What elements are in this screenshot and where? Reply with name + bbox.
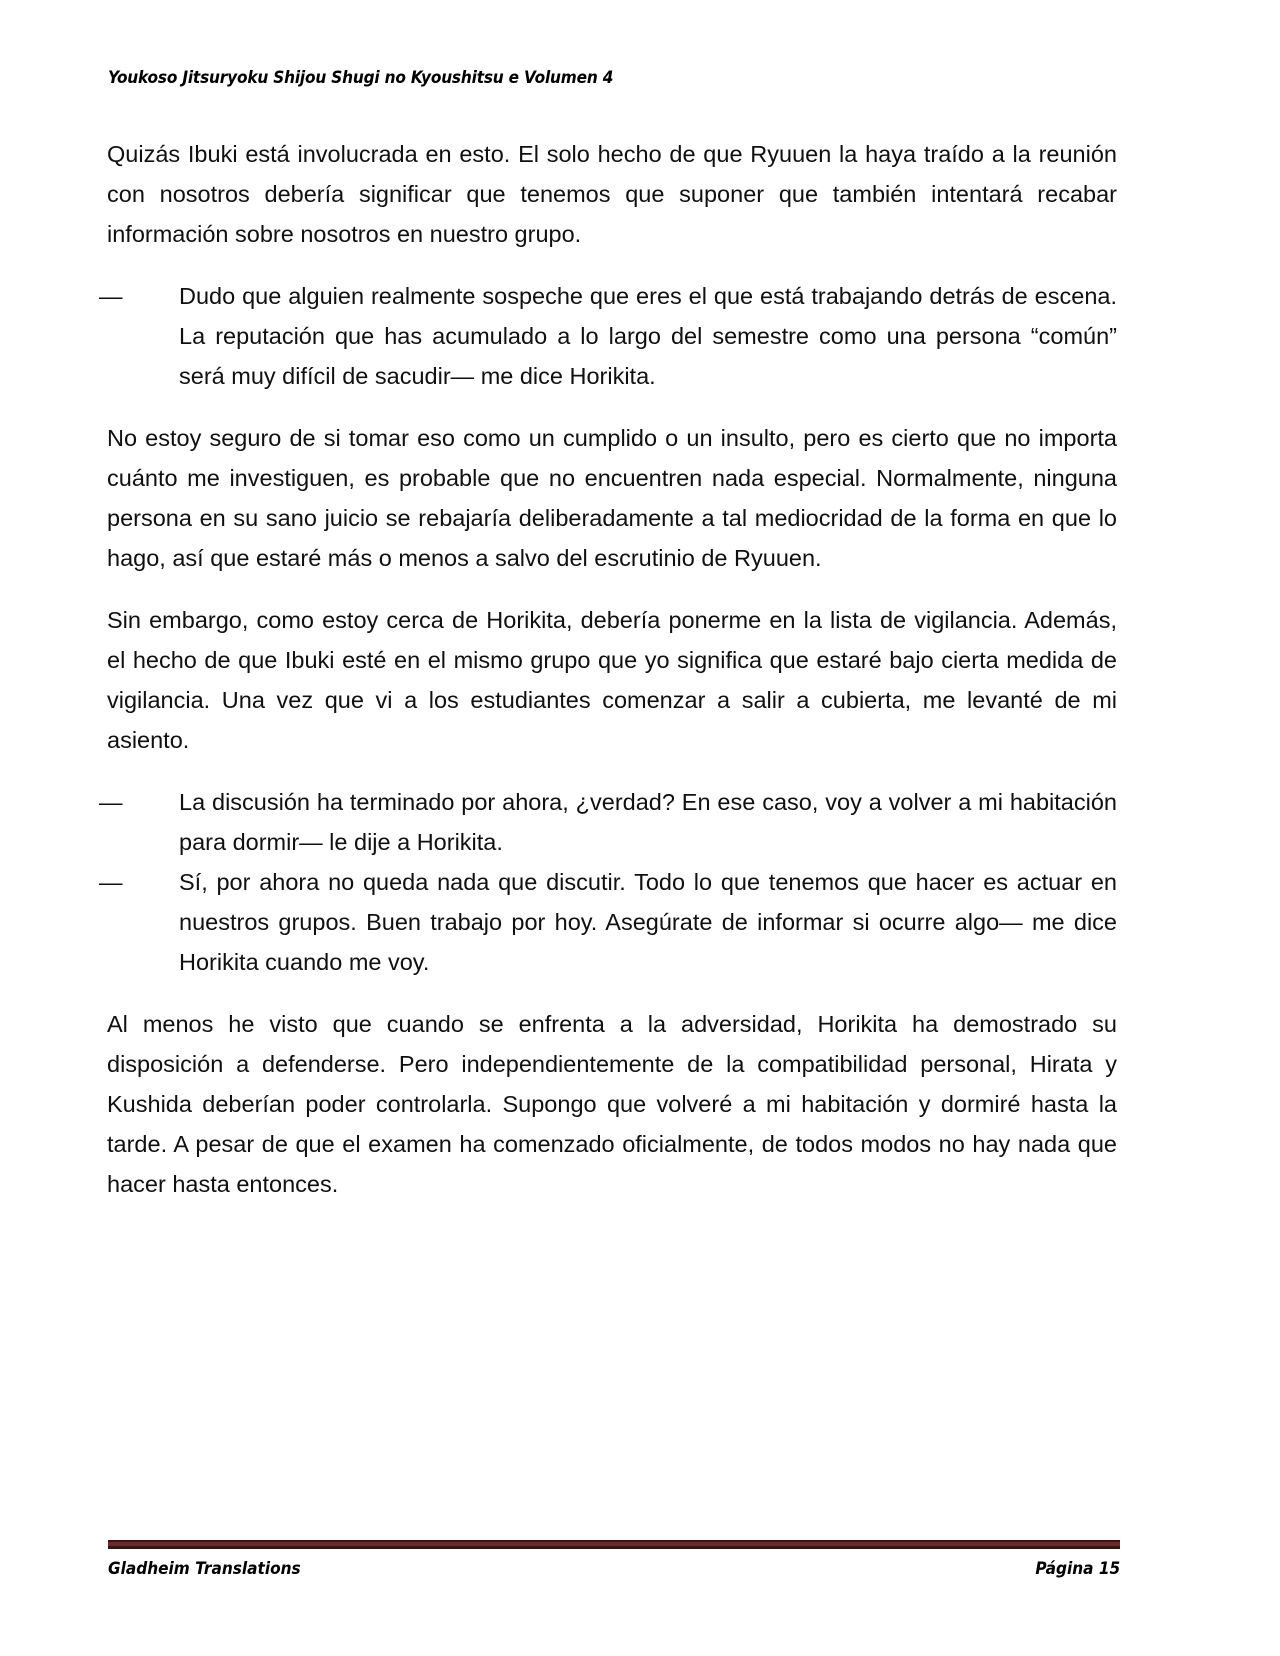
dialogue-line [99, 276, 1117, 396]
dialogue-line [99, 782, 1117, 862]
dialogue-block-2 [99, 782, 1117, 982]
dialogue-text: Sí, por ahora no queda nada que discutir. Todo lo que tenemos que hacer es actuar en nuestros grupos. Buen trabajo por hoy. Asegúrate de informar si ocurre algo— me dice Horikita cuando me voy. [179, 869, 1117, 975]
body-paragraph-4: Al menos he visto que cuando se enfrenta a la adversidad, Horikita ha demostrado su disposición a defenderse. Pero independientemente de la compatibilidad personal, Hirata y Kushida deberían poder controlarla. Supongo que volveré a mi habitación y dormiré hasta la tarde. A pesar de que el examen ha comenzado oficialmente, de todos modos no hay nada que hacer hasta entonces. [107, 1011, 1117, 1197]
page-header [108, 68, 1172, 96]
footer-row [108, 1558, 1120, 1580]
dialogue-line [99, 862, 1117, 982]
body-paragraph-3: Sin embargo, como estoy cerca de Horikita, debería ponerme en la lista de vigilancia. Además, el hecho de que Ibuki esté en el mismo grupo que yo significa que estaré bajo cierta medida de vigilancia. Una vez que vi a los estudiantes comenzar a salir a cubierta, me levanté de mi asiento. [107, 607, 1117, 753]
body-paragraph-1: Quizás Ibuki está involucrada en esto. El solo hecho de que Ryuuen la haya traído a la reunión con nosotros debería significar que tenemos que suponer que también intentará recabar información sobre nosotros en nuestro grupo. [107, 141, 1117, 247]
em-dash-marker: — [99, 869, 123, 895]
page-footer [108, 1540, 1120, 1580]
em-dash-marker: — [99, 283, 123, 309]
em-dash-marker: — [99, 789, 123, 815]
dialogue-text: Dudo que alguien realmente sospeche que eres el que está trabajando detrás de escena. La reputación que has acumulado a lo largo del semestre como una persona “común” será muy difícil de sacudir— me dice Horikita. [179, 283, 1117, 389]
body-paragraph-2: No estoy seguro de si tomar eso como un cumplido o un insulto, pero es cierto que no importa cuánto me investiguen, es probable que no encuentren nada especial. Normalmente, ninguna persona en su sano juicio se rebajaría deliberadamente a tal mediocridad de la forma en que lo hago, así que estaré más o menos a salvo del escrutinio de Ryuuen. [107, 425, 1117, 571]
footer-divider-rule [108, 1540, 1120, 1549]
dialogue-block-1 [99, 276, 1117, 396]
footer-translator-credit: Gladheim Translations [108, 1559, 301, 1578]
header-title: Youkoso Jitsuryoku Shijou Shugi no Kyoushitsu e Volumen 4 [108, 68, 614, 87]
page-content [99, 134, 1117, 1204]
dialogue-text: La discusión ha terminado por ahora, ¿verdad? En ese caso, voy a volver a mi habitación para dormir— le dije a Horikita. [179, 789, 1117, 855]
footer-page-number: Página 15 [1035, 1559, 1120, 1578]
